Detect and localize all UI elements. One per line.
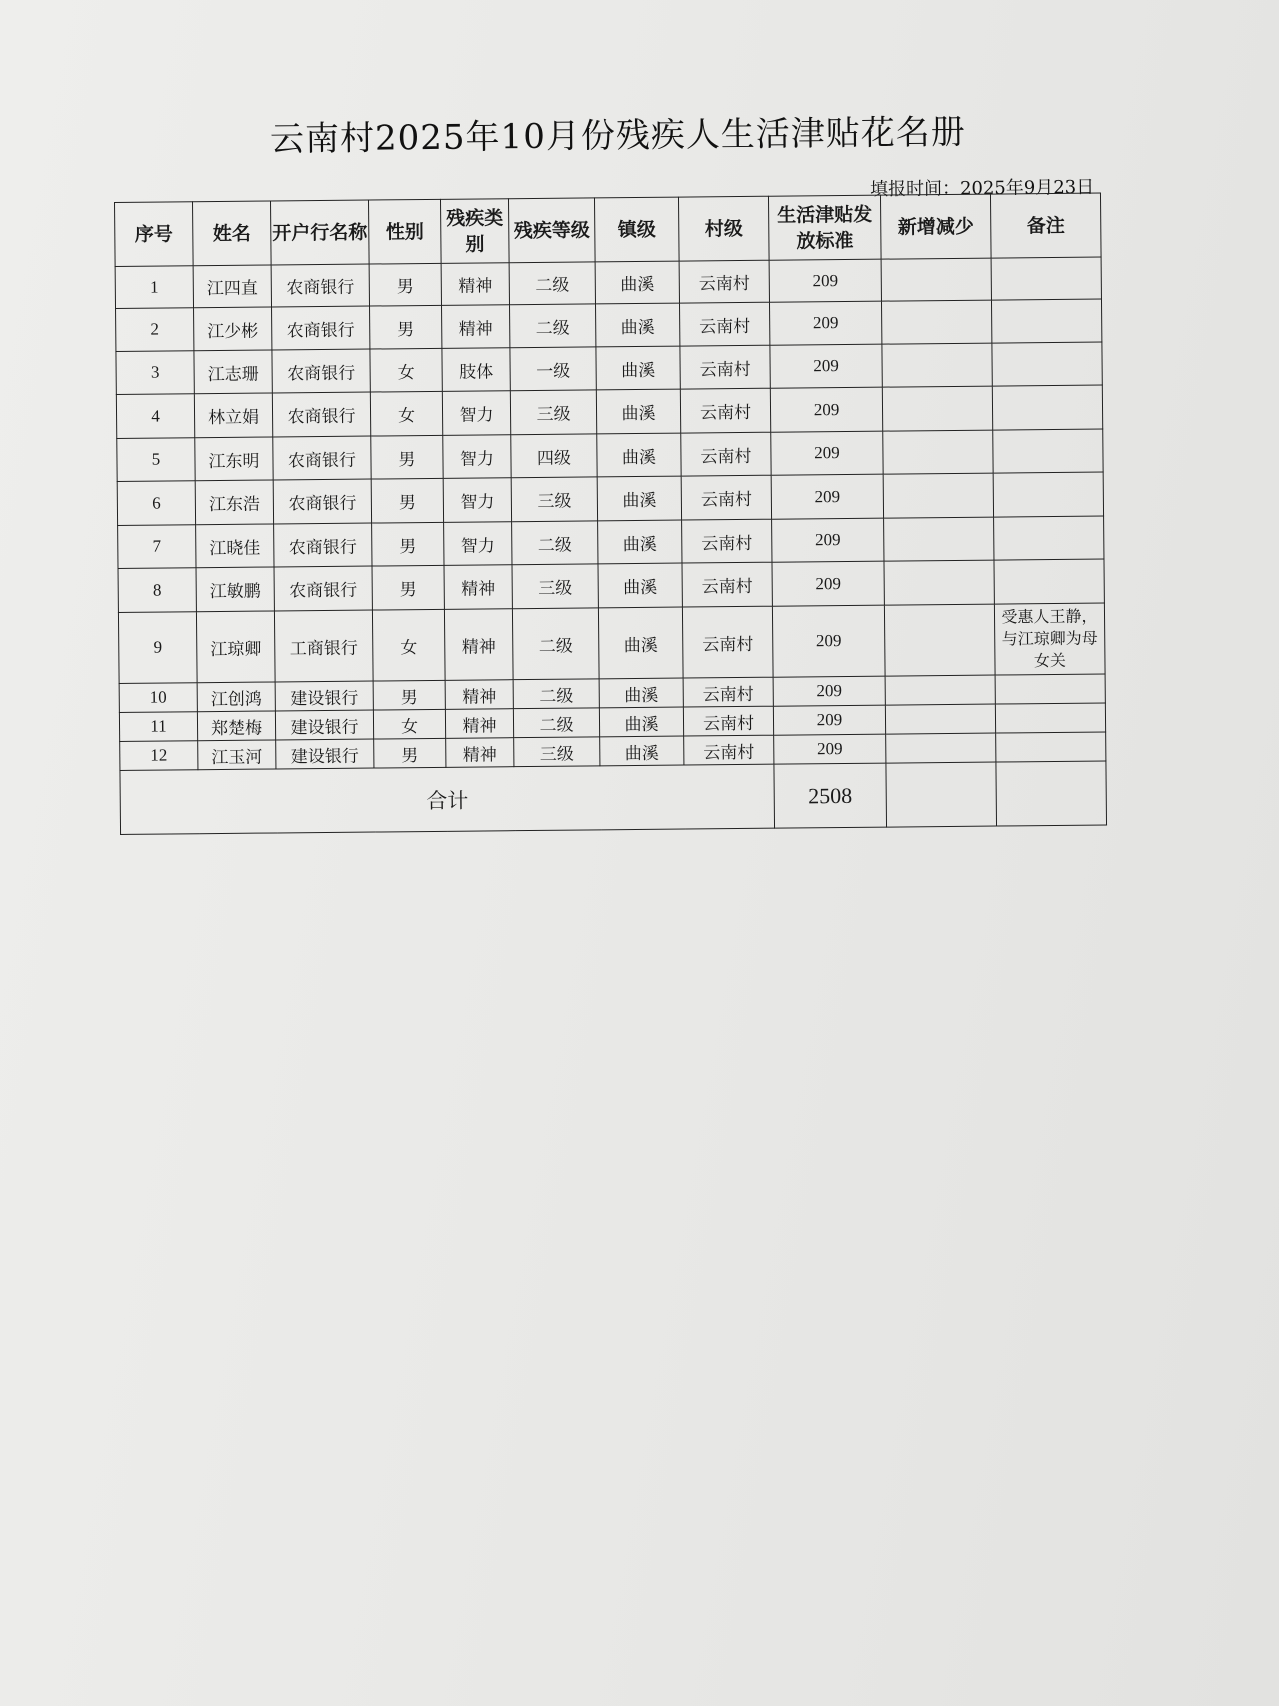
row-no: 2 (116, 308, 194, 352)
row-town: 曲溪 (598, 563, 682, 608)
row-note (996, 732, 1106, 762)
row-gender: 女 (373, 709, 445, 739)
row-gender: 男 (372, 565, 444, 610)
row-disability-type: 精神 (444, 609, 513, 681)
row-disability-grade: 三级 (511, 477, 597, 522)
row-no: 10 (119, 683, 197, 713)
row-disability-grade: 二级 (512, 521, 598, 565)
col-header-change: 新增减少 (880, 194, 991, 259)
row-change (882, 386, 992, 431)
row-no: 12 (120, 741, 198, 771)
row-note: 受惠人王静，与江琼卿为母女关 (994, 603, 1105, 675)
row-village: 云南村 (681, 475, 771, 520)
row-town: 曲溪 (596, 303, 680, 347)
row-amount: 209 (769, 259, 881, 302)
row-note (993, 429, 1103, 473)
row-no: 7 (118, 525, 196, 569)
row-amount: 209 (774, 734, 886, 764)
row-gender: 男 (373, 680, 445, 710)
row-village: 云南村 (680, 388, 770, 433)
row-town: 曲溪 (598, 607, 683, 679)
row-bank: 建设银行 (275, 681, 373, 711)
row-disability-type: 精神 (444, 565, 512, 610)
row-amount: 209 (771, 474, 883, 519)
col-header-bank: 开户行名称 (270, 200, 369, 265)
row-gender: 女 (370, 348, 442, 392)
roster-table-wrap (114, 193, 1107, 835)
row-disability-type: 智力 (442, 391, 510, 436)
row-name: 江少彬 (194, 307, 272, 351)
row-disability-grade: 二级 (512, 608, 599, 680)
row-bank: 农商银行 (272, 306, 370, 350)
total-note-cell (996, 761, 1107, 826)
row-name: 江玉河 (198, 740, 276, 770)
row-no: 4 (116, 394, 194, 439)
row-town: 曲溪 (598, 520, 682, 564)
row-change (886, 733, 996, 763)
row-note (995, 674, 1105, 704)
row-amount: 209 (772, 561, 884, 606)
row-bank: 农商银行 (274, 566, 372, 611)
row-name: 江东明 (195, 437, 273, 481)
row-bank: 农商银行 (273, 479, 371, 524)
row-note (992, 342, 1102, 386)
table-row (118, 603, 1105, 683)
row-disability-type: 智力 (443, 478, 511, 523)
row-village: 云南村 (683, 706, 773, 736)
row-change (882, 343, 992, 387)
col-header-grade: 残疾等级 (508, 198, 595, 263)
row-bank: 农商银行 (272, 349, 370, 393)
total-label: 合计 (120, 764, 775, 834)
row-disability-type: 智力 (443, 435, 511, 479)
col-header-no: 序号 (115, 202, 194, 267)
row-gender: 女 (372, 609, 445, 681)
row-village: 云南村 (682, 606, 773, 678)
row-village: 云南村 (679, 260, 769, 303)
row-town: 曲溪 (599, 707, 683, 737)
row-amount: 209 (770, 387, 882, 432)
row-note (995, 703, 1105, 733)
row-name: 林立娟 (194, 393, 272, 438)
row-note (993, 472, 1103, 517)
row-town: 曲溪 (600, 736, 684, 766)
row-disability-type: 精神 (445, 709, 513, 739)
row-disability-grade: 三级 (514, 737, 600, 767)
row-gender: 男 (371, 478, 443, 523)
col-header-name: 姓名 (193, 201, 272, 266)
row-village: 云南村 (680, 345, 770, 389)
row-name: 江晓佳 (196, 524, 274, 568)
row-no: 8 (118, 568, 196, 613)
row-disability-grade: 四级 (511, 434, 597, 478)
col-header-note: 备注 (990, 193, 1101, 258)
row-village: 云南村 (683, 677, 773, 707)
row-bank: 农商银行 (271, 264, 369, 307)
row-no: 1 (115, 266, 193, 309)
row-village: 云南村 (682, 562, 772, 607)
row-name: 江志珊 (194, 350, 272, 394)
row-name: 江琼卿 (196, 611, 275, 683)
row-amount: 209 (771, 431, 883, 475)
col-header-village: 村级 (678, 196, 769, 261)
row-name: 江敏鹏 (196, 567, 274, 612)
col-header-town: 镇级 (594, 197, 679, 262)
row-gender: 男 (372, 522, 444, 566)
row-note (991, 299, 1101, 343)
row-change (885, 675, 995, 705)
roster-table (114, 193, 1107, 835)
row-gender: 女 (370, 391, 442, 436)
row-gender: 男 (371, 435, 443, 479)
row-change (884, 517, 994, 561)
roster-body (115, 257, 1106, 770)
row-bank: 农商银行 (274, 523, 372, 567)
row-disability-grade: 三级 (510, 390, 596, 435)
row-amount: 209 (773, 705, 885, 735)
header-row (115, 193, 1102, 266)
total-value: 2508 (774, 763, 887, 828)
row-town: 曲溪 (596, 389, 680, 434)
row-change (881, 300, 991, 344)
row-disability-grade: 二级 (510, 304, 596, 348)
report-date: 填报时间：2025年9月23日 (869, 176, 1095, 201)
row-change (885, 704, 995, 734)
row-village: 云南村 (682, 519, 772, 563)
row-note (994, 559, 1104, 604)
row-amount: 209 (769, 301, 881, 345)
row-disability-grade: 一级 (510, 347, 596, 391)
row-change (884, 604, 995, 676)
row-gender: 男 (370, 305, 442, 349)
row-amount: 209 (772, 605, 885, 677)
row-disability-type: 精神 (441, 263, 509, 306)
total-row (120, 761, 1107, 834)
row-village: 云南村 (681, 432, 771, 476)
row-amount: 209 (772, 518, 884, 562)
row-bank: 建设银行 (276, 739, 374, 769)
row-amount: 209 (773, 676, 885, 706)
row-name: 江创鸿 (197, 682, 275, 712)
row-name: 江东浩 (195, 480, 273, 525)
row-note (992, 385, 1102, 430)
row-change (884, 560, 994, 605)
row-town: 曲溪 (596, 346, 680, 390)
row-town: 曲溪 (599, 678, 683, 708)
row-town: 曲溪 (597, 476, 681, 521)
row-no: 9 (118, 612, 197, 684)
row-name: 江四直 (193, 265, 271, 308)
row-amount: 209 (770, 344, 882, 388)
row-disability-grade: 二级 (513, 679, 599, 709)
col-header-gender: 性别 (368, 199, 441, 264)
row-change (883, 473, 993, 518)
row-bank: 农商银行 (273, 436, 371, 480)
row-disability-type: 精神 (446, 738, 514, 768)
row-note (991, 257, 1101, 300)
row-change (881, 258, 991, 301)
row-gender: 男 (374, 738, 446, 768)
row-disability-grade: 三级 (512, 564, 598, 609)
col-header-amount: 生活津贴发放标准 (768, 195, 881, 260)
row-disability-grade: 二级 (509, 262, 595, 305)
row-no: 6 (117, 481, 195, 526)
row-village: 云南村 (679, 302, 769, 346)
row-bank: 工商银行 (274, 610, 373, 682)
row-name: 郑楚梅 (197, 711, 275, 741)
row-village: 云南村 (684, 735, 774, 765)
row-no: 5 (117, 438, 195, 482)
row-disability-grade: 二级 (513, 708, 599, 738)
row-disability-type: 肢体 (442, 348, 510, 392)
row-no: 3 (116, 351, 194, 395)
row-town: 曲溪 (595, 261, 679, 304)
col-header-type: 残疾类别 (440, 199, 509, 264)
row-change (883, 430, 993, 474)
row-gender: 男 (369, 263, 441, 306)
document-title: 云南村2025年10月份残疾人生活津贴花名册 (269, 112, 967, 160)
row-no: 11 (119, 712, 197, 742)
row-bank: 农商银行 (272, 392, 370, 437)
row-disability-type: 智力 (444, 522, 512, 566)
row-town: 曲溪 (597, 433, 681, 477)
row-disability-type: 精神 (445, 680, 513, 710)
row-bank: 建设银行 (275, 710, 373, 740)
row-note (994, 516, 1104, 560)
row-disability-type: 精神 (442, 305, 510, 349)
total-change-cell (886, 762, 997, 827)
